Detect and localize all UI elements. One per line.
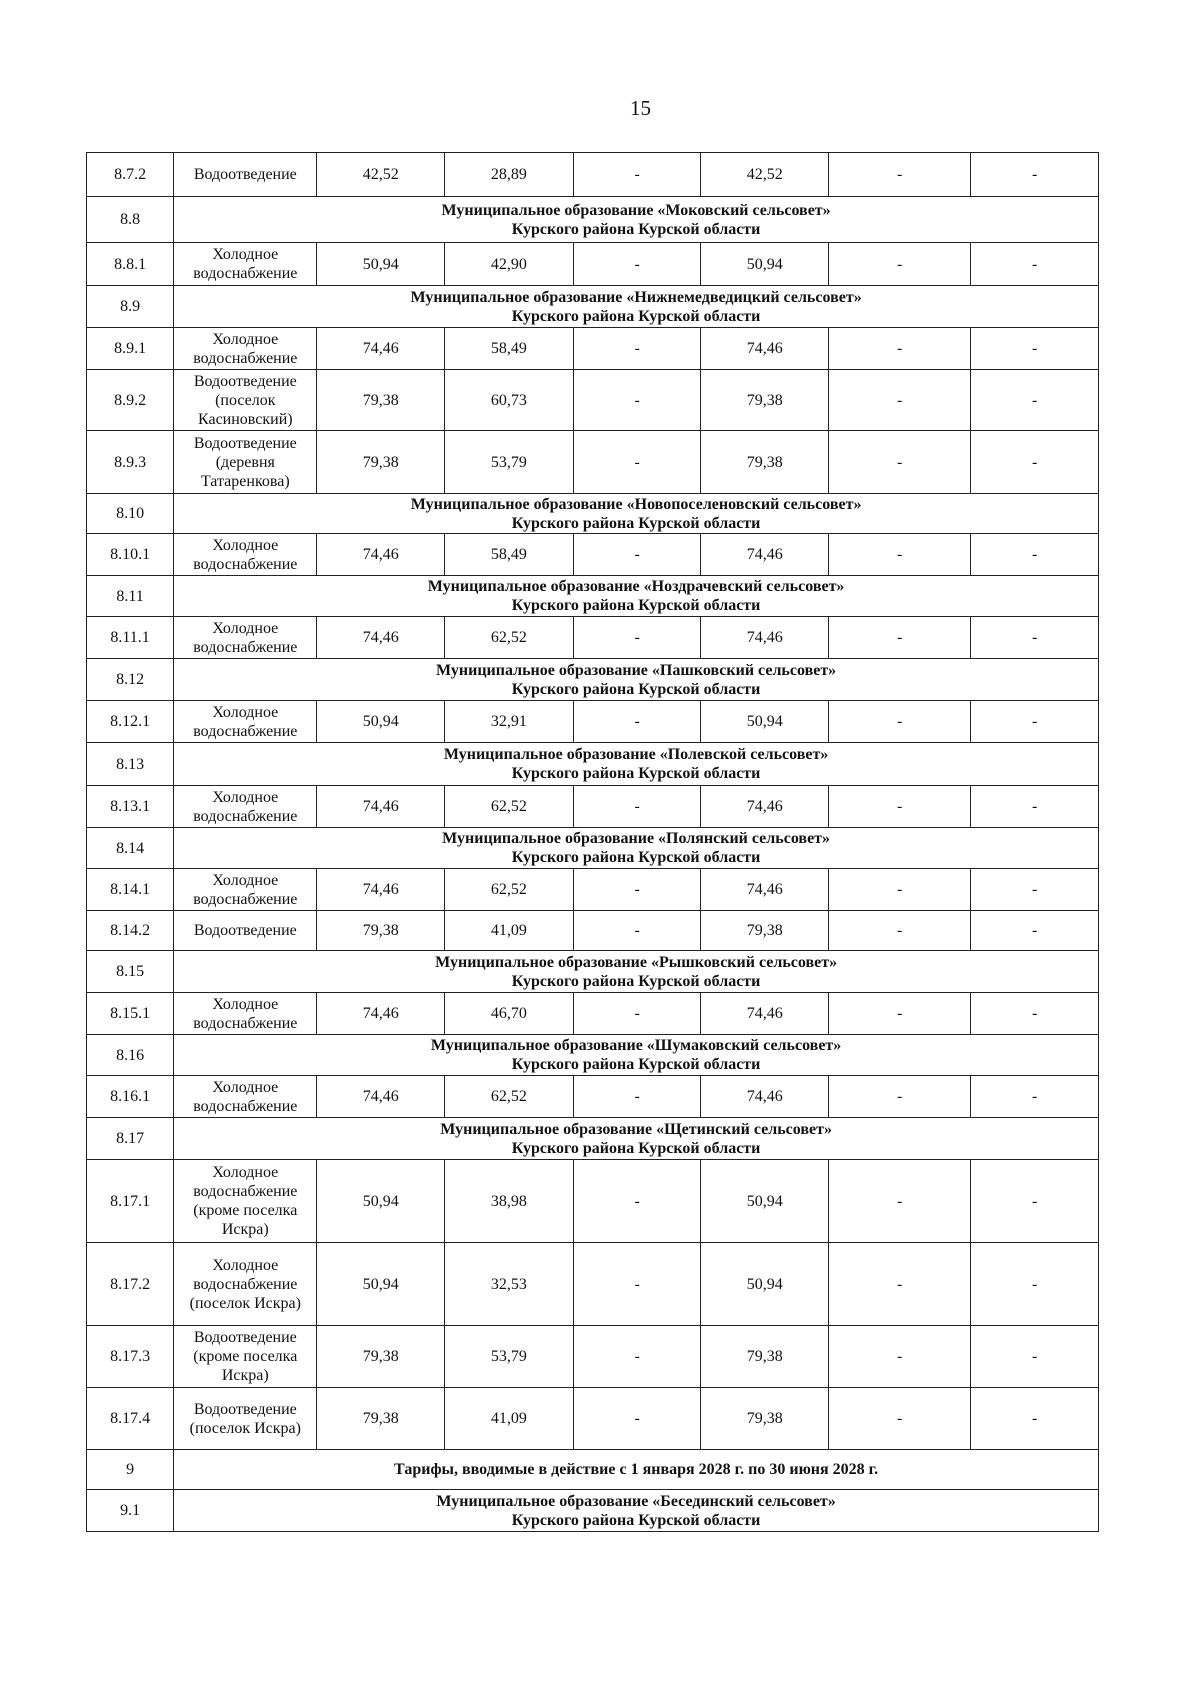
table-row bbox=[87, 911, 1099, 951]
tariff-value: - bbox=[573, 617, 701, 659]
tariff-value: 28,89 bbox=[445, 153, 574, 197]
row-number: 8.7.2 bbox=[87, 153, 174, 197]
municipality-heading bbox=[174, 286, 1099, 328]
table-row bbox=[87, 786, 1099, 828]
tariff-value: 79,38 bbox=[701, 911, 829, 951]
service-name: Холодное водоснабжение bbox=[174, 993, 317, 1035]
heading-line-1: Муниципальное образование «Моковский сельсовет» bbox=[441, 201, 831, 219]
row-number: 8.8.1 bbox=[87, 243, 174, 286]
row-number: 8.9.2 bbox=[87, 370, 174, 431]
tariff-value: - bbox=[829, 911, 971, 951]
section-title bbox=[174, 1450, 1099, 1490]
tariff-value: - bbox=[829, 993, 971, 1035]
tariff-value: - bbox=[829, 1326, 971, 1388]
heading-line-2: Курского района Курской области bbox=[511, 680, 761, 698]
service-name: Холодное водоснабжение bbox=[174, 328, 317, 370]
tariff-value: - bbox=[573, 869, 701, 911]
heading-line-2: Курского района Курской области bbox=[511, 765, 761, 782]
table-row bbox=[87, 243, 1099, 286]
row-number: 9.1 bbox=[87, 1490, 174, 1532]
table-row bbox=[87, 153, 1099, 197]
tariff-value: - bbox=[971, 431, 1099, 494]
tariff-value: - bbox=[573, 431, 701, 494]
service-name: Водоотведение (кроме поселка Искра) bbox=[174, 1326, 317, 1388]
municipality-heading bbox=[174, 1035, 1099, 1076]
tariff-value: 62,52 bbox=[445, 617, 574, 659]
row-number: 8.14.1 bbox=[87, 869, 174, 911]
tariff-value: - bbox=[573, 786, 701, 828]
tariff-value: 42,52 bbox=[701, 153, 829, 197]
section-header-row bbox=[87, 494, 1099, 534]
row-number: 8.9.1 bbox=[87, 328, 174, 370]
tariff-value: - bbox=[829, 786, 971, 828]
tariff-value: - bbox=[573, 328, 701, 370]
municipality-heading bbox=[174, 197, 1099, 243]
tariff-value: - bbox=[971, 1160, 1099, 1243]
tariff-value: 74,46 bbox=[317, 328, 445, 370]
tariff-value: 53,79 bbox=[445, 431, 574, 494]
tariff-value: 58,49 bbox=[445, 328, 574, 370]
row-number: 8.13.1 bbox=[87, 786, 174, 828]
row-number: 8.14.2 bbox=[87, 911, 174, 951]
tariff-value: 74,46 bbox=[701, 328, 829, 370]
tariff-value: - bbox=[573, 370, 701, 431]
tariff-value: 79,38 bbox=[317, 1326, 445, 1388]
section-header-row bbox=[87, 1490, 1099, 1532]
tariff-value: 53,79 bbox=[445, 1326, 574, 1388]
tariff-value: - bbox=[573, 993, 701, 1035]
row-number: 8.17.2 bbox=[87, 1243, 174, 1326]
tariff-value: 79,38 bbox=[701, 1388, 829, 1450]
service-name: Холодное водоснабжение bbox=[174, 701, 317, 743]
tariff-value: 74,46 bbox=[701, 617, 829, 659]
heading-line-2: Курского района Курской области bbox=[511, 1056, 761, 1073]
tariff-value: 62,52 bbox=[445, 869, 574, 911]
tariff-value: 50,94 bbox=[317, 701, 445, 743]
row-number: 8.16 bbox=[87, 1035, 174, 1076]
tariff-value: - bbox=[573, 534, 701, 576]
tariff-value: 74,46 bbox=[701, 786, 829, 828]
tariff-value: 50,94 bbox=[317, 1243, 445, 1326]
service-name: Водоотведение bbox=[174, 153, 317, 197]
tariff-value: - bbox=[971, 328, 1099, 370]
row-number: 8.12.1 bbox=[87, 701, 174, 743]
tariff-value: 50,94 bbox=[701, 701, 829, 743]
row-number: 9 bbox=[87, 1450, 174, 1490]
table-row bbox=[87, 1076, 1099, 1118]
tariff-value: - bbox=[573, 1160, 701, 1243]
tariff-value: - bbox=[829, 153, 971, 197]
tariff-value: 38,98 bbox=[445, 1160, 574, 1243]
tariff-value: - bbox=[971, 153, 1099, 197]
heading-line-1: Муниципальное образование «Пашковский сельсовет» bbox=[435, 661, 837, 679]
service-name: Холодное водоснабжение bbox=[174, 534, 317, 576]
service-name: Холодное водоснабжение (поселок Искра) bbox=[174, 1243, 317, 1326]
municipality-heading bbox=[174, 576, 1099, 617]
section-header-row bbox=[87, 659, 1099, 701]
tariff-value: 32,91 bbox=[445, 701, 574, 743]
section-header-row bbox=[87, 951, 1099, 993]
service-name: Водоотведение (поселок Касиновский) bbox=[174, 370, 317, 431]
section-header-row bbox=[87, 1118, 1099, 1160]
tariff-value: - bbox=[829, 701, 971, 743]
row-number: 8.11.1 bbox=[87, 617, 174, 659]
row-number: 8.17.3 bbox=[87, 1326, 174, 1388]
tariff-value: 42,52 bbox=[317, 153, 445, 197]
tariff-value: 46,70 bbox=[445, 993, 574, 1035]
tariff-value: 60,73 bbox=[445, 370, 574, 431]
tariff-value: - bbox=[573, 1076, 701, 1118]
tariff-value: 74,46 bbox=[317, 617, 445, 659]
heading-line-1: Муниципальное образование «Щетинский сельсовет» bbox=[440, 1120, 832, 1138]
service-name: Водоотведение bbox=[174, 911, 317, 951]
table-row bbox=[87, 534, 1099, 576]
tariff-value: - bbox=[971, 911, 1099, 951]
heading-line-1: Муниципальное образование «Полянский сельсовет» bbox=[442, 830, 831, 847]
tariff-value: 74,46 bbox=[317, 1076, 445, 1118]
heading-line-2: Курского района Курской области bbox=[511, 597, 761, 614]
row-number: 8.17.4 bbox=[87, 1388, 174, 1450]
tariff-value: 42,90 bbox=[445, 243, 574, 286]
tariff-value: - bbox=[971, 701, 1099, 743]
tariff-value: - bbox=[573, 1326, 701, 1388]
heading-line-2: Курского района Курской области bbox=[511, 849, 761, 866]
tariff-value: - bbox=[573, 701, 701, 743]
row-number: 8.14 bbox=[87, 828, 174, 869]
service-name: Холодное водоснабжение bbox=[174, 869, 317, 911]
table-row bbox=[87, 701, 1099, 743]
section-header-row bbox=[87, 743, 1099, 786]
heading-line-1: Тарифы, вводимые в действие с 1 января 2028 г. по 30 июня 2028 г. bbox=[394, 1461, 879, 1478]
tariff-value: - bbox=[829, 243, 971, 286]
service-name: Водоотведение (деревня Татаренкова) bbox=[174, 431, 317, 494]
tariff-value: 79,38 bbox=[701, 370, 829, 431]
heading-line-1: Муниципальное образование «Ноздрачевский сельсовет» bbox=[427, 578, 845, 595]
tariff-value: - bbox=[829, 431, 971, 494]
row-number: 8.16.1 bbox=[87, 1076, 174, 1118]
tariff-value: 74,46 bbox=[701, 993, 829, 1035]
tariff-value: - bbox=[971, 1076, 1099, 1118]
tariff-value: - bbox=[829, 869, 971, 911]
tariff-value: - bbox=[829, 534, 971, 576]
heading-line-1: Муниципальное образование «Полевской сельсовет» bbox=[443, 746, 829, 763]
tariff-value: - bbox=[573, 243, 701, 286]
heading-line-2: Курского района Курской области bbox=[511, 220, 761, 238]
table-row bbox=[87, 1388, 1099, 1450]
tariff-value: - bbox=[829, 617, 971, 659]
table-row bbox=[87, 617, 1099, 659]
row-number: 8.10 bbox=[87, 494, 174, 534]
tariff-value: - bbox=[573, 1388, 701, 1450]
section-header-row bbox=[87, 828, 1099, 869]
row-number: 8.12 bbox=[87, 659, 174, 701]
tariff-value: - bbox=[971, 1388, 1099, 1450]
tariff-value: 74,46 bbox=[317, 786, 445, 828]
row-number: 8.15 bbox=[87, 951, 174, 993]
table-row bbox=[87, 993, 1099, 1035]
tariff-value: 74,46 bbox=[701, 869, 829, 911]
tariff-value: - bbox=[573, 1243, 701, 1326]
heading-line-1: Муниципальное образование «Рышковский сельсовет» bbox=[435, 953, 838, 971]
municipality-heading bbox=[174, 494, 1099, 534]
tariff-value: - bbox=[829, 1076, 971, 1118]
section-header-row bbox=[87, 197, 1099, 243]
tariff-value: 62,52 bbox=[445, 1076, 574, 1118]
section-header-row bbox=[87, 1035, 1099, 1076]
heading-line-2: Курского района Курской области bbox=[511, 307, 761, 325]
tariff-value: - bbox=[971, 617, 1099, 659]
municipality-heading bbox=[174, 951, 1099, 993]
service-name: Холодное водоснабжение bbox=[174, 617, 317, 659]
service-name: Холодное водоснабжение bbox=[174, 1076, 317, 1118]
row-number: 8.17.1 bbox=[87, 1160, 174, 1243]
table-row bbox=[87, 370, 1099, 431]
municipality-heading bbox=[174, 659, 1099, 701]
row-number: 8.15.1 bbox=[87, 993, 174, 1035]
heading-line-2: Курского района Курской области bbox=[511, 972, 761, 990]
municipality-heading bbox=[174, 1490, 1099, 1532]
tariff-value: 79,38 bbox=[701, 1326, 829, 1388]
row-number: 8.13 bbox=[87, 743, 174, 786]
service-name: Холодное водоснабжение bbox=[174, 243, 317, 286]
heading-line-2: Курского района Курской области bbox=[511, 514, 761, 532]
row-number: 8.10.1 bbox=[87, 534, 174, 576]
tariff-table-body bbox=[87, 153, 1099, 1532]
municipality-heading bbox=[174, 828, 1099, 869]
tariff-value: 62,52 bbox=[445, 786, 574, 828]
tariff-value: 79,38 bbox=[317, 1388, 445, 1450]
heading-line-2: Курского района Курской области bbox=[511, 1139, 761, 1157]
tariff-value: 74,46 bbox=[317, 993, 445, 1035]
tariff-value: 74,46 bbox=[701, 534, 829, 576]
tariff-value: - bbox=[829, 370, 971, 431]
tariff-table bbox=[86, 152, 1099, 1532]
tariff-value: 74,46 bbox=[701, 1076, 829, 1118]
heading-line-2: Курского района Курской области bbox=[511, 1511, 761, 1529]
section-header-row bbox=[87, 576, 1099, 617]
tariff-value: - bbox=[573, 911, 701, 951]
tariff-value: - bbox=[829, 328, 971, 370]
tariff-value: - bbox=[971, 534, 1099, 576]
tariff-value: 50,94 bbox=[701, 1243, 829, 1326]
tariff-value: 41,09 bbox=[445, 1388, 574, 1450]
row-number: 8.9 bbox=[87, 286, 174, 328]
row-number: 8.8 bbox=[87, 197, 174, 243]
tariff-value: - bbox=[971, 370, 1099, 431]
tariff-value: - bbox=[971, 993, 1099, 1035]
service-name: Холодное водоснабжение (кроме поселка Искра) bbox=[174, 1160, 317, 1243]
heading-line-1: Муниципальное образование «Шумаковский сельсовет» bbox=[430, 1037, 842, 1054]
tariff-value: 50,94 bbox=[701, 243, 829, 286]
row-number: 8.9.3 bbox=[87, 431, 174, 494]
table-row bbox=[87, 1243, 1099, 1326]
tariff-value: 74,46 bbox=[317, 534, 445, 576]
tariff-value: - bbox=[971, 1326, 1099, 1388]
heading-line-1: Муниципальное образование «Новопоселеновский сельсовет» bbox=[410, 495, 862, 513]
service-name: Водоотведение (поселок Искра) bbox=[174, 1388, 317, 1450]
tariff-value: - bbox=[829, 1243, 971, 1326]
service-name: Холодное водоснабжение bbox=[174, 786, 317, 828]
heading-line-1: Муниципальное образование «Нижнемедведицкий сельсовет» bbox=[410, 288, 862, 306]
tariff-value: 58,49 bbox=[445, 534, 574, 576]
tariff-value: 79,38 bbox=[317, 911, 445, 951]
municipality-heading bbox=[174, 743, 1099, 786]
tariff-value: - bbox=[829, 1160, 971, 1243]
table-row bbox=[87, 1326, 1099, 1388]
tariff-value: - bbox=[829, 1388, 971, 1450]
table-row bbox=[87, 1160, 1099, 1243]
section-header-row bbox=[87, 286, 1099, 328]
tariff-value: - bbox=[971, 243, 1099, 286]
tariff-value: 50,94 bbox=[701, 1160, 829, 1243]
tariff-value: 41,09 bbox=[445, 911, 574, 951]
table-row bbox=[87, 869, 1099, 911]
municipality-heading bbox=[174, 1118, 1099, 1160]
heading-line-1: Муниципальное образование «Бесединский сельсовет» bbox=[436, 1492, 836, 1510]
tariff-value: 50,94 bbox=[317, 1160, 445, 1243]
table-row bbox=[87, 431, 1099, 494]
tariff-value: 74,46 bbox=[317, 869, 445, 911]
page-number: 15 bbox=[630, 96, 651, 120]
table-row bbox=[87, 328, 1099, 370]
tariff-value: 32,53 bbox=[445, 1243, 574, 1326]
tariff-value: - bbox=[573, 153, 701, 197]
tariff-value: 50,94 bbox=[317, 243, 445, 286]
tariff-value: - bbox=[971, 1243, 1099, 1326]
row-number: 8.17 bbox=[87, 1118, 174, 1160]
tariff-value: 79,38 bbox=[701, 431, 829, 494]
tariff-value: - bbox=[971, 869, 1099, 911]
tariff-value: 79,38 bbox=[317, 370, 445, 431]
row-number: 8.11 bbox=[87, 576, 174, 617]
tariff-value: - bbox=[971, 786, 1099, 828]
tariff-value: 79,38 bbox=[317, 431, 445, 494]
section-header-row bbox=[87, 1450, 1099, 1490]
